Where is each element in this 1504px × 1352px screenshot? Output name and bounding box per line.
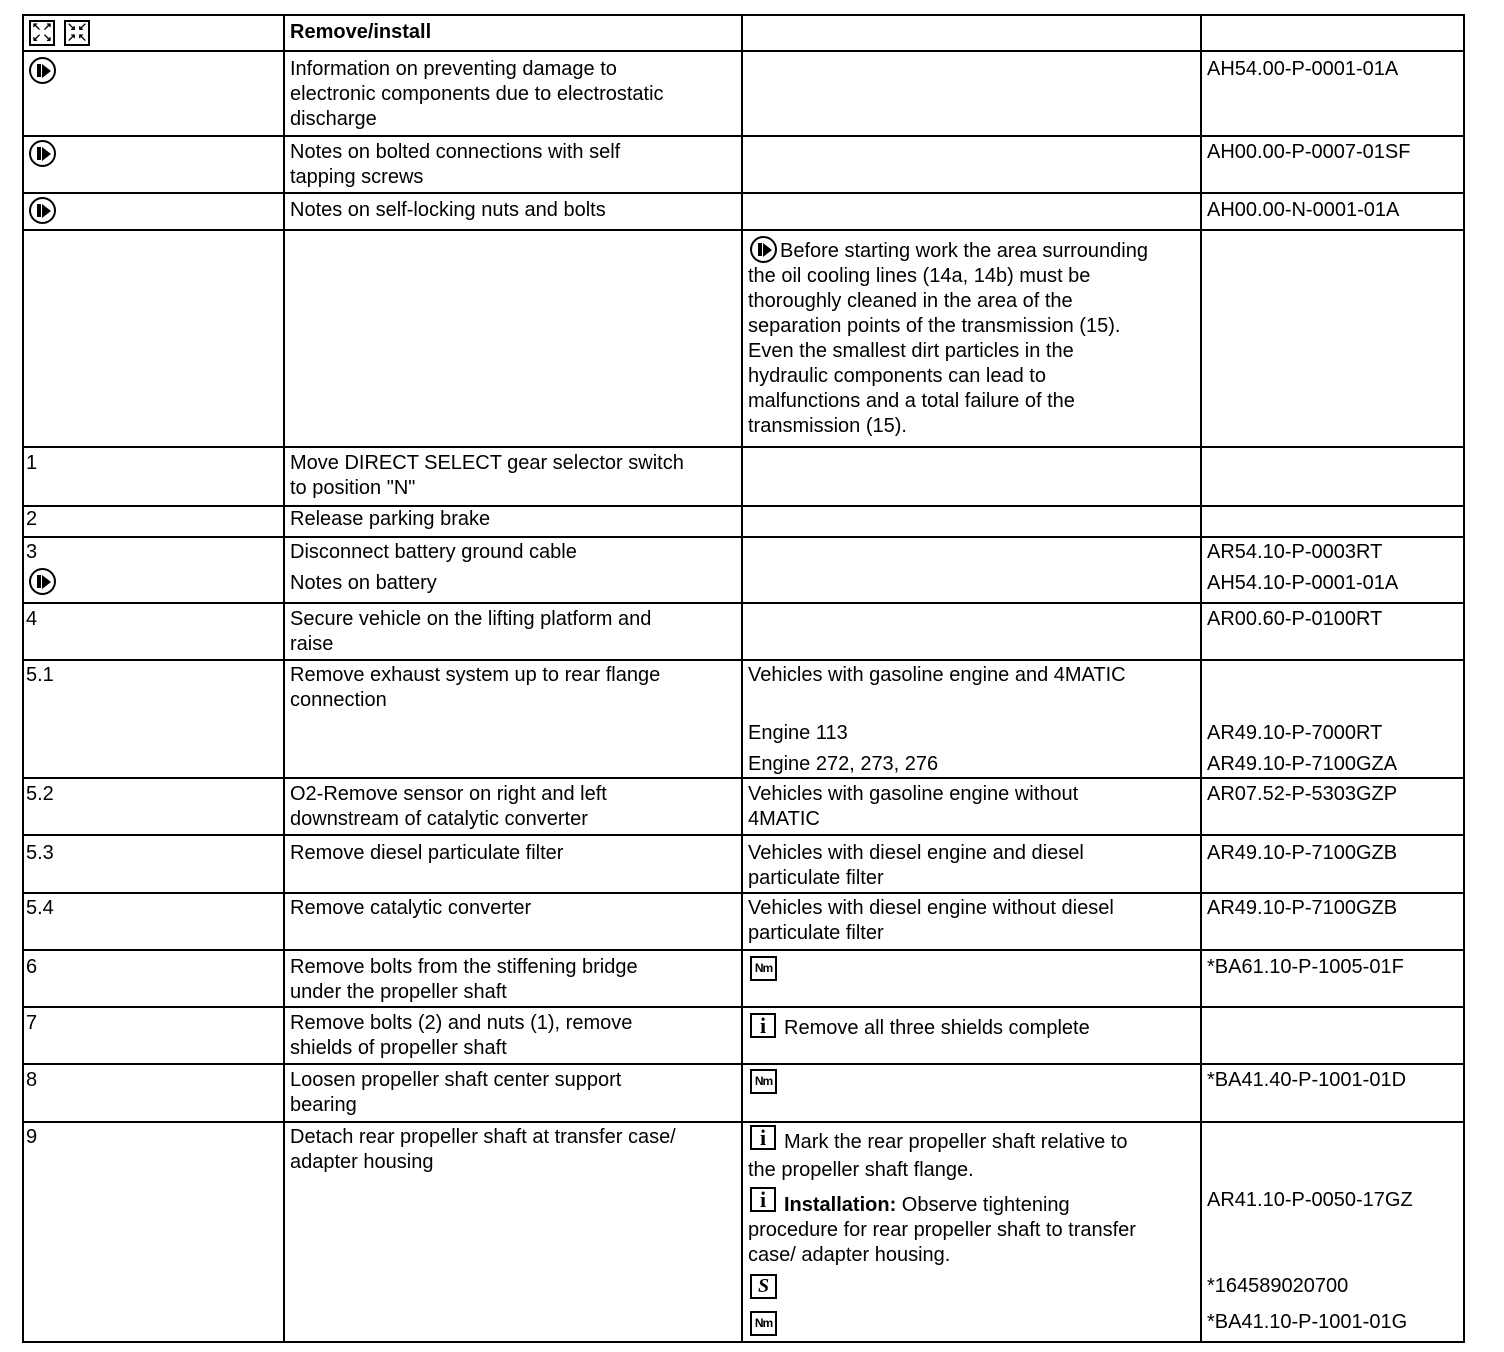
expand-icon[interactable]: ↖ ↗ ↙ ↘: [29, 20, 55, 46]
row-divider: [24, 949, 1463, 951]
col-divider: [741, 16, 743, 1341]
reference-link[interactable]: AR49.10-P-7100GZB: [1207, 897, 1398, 919]
info-note: Remove all three shields complete: [784, 1017, 1090, 1039]
reference-link[interactable]: AR49.10-P-7000RT: [1207, 722, 1383, 744]
reference-link[interactable]: AR41.10-P-0050-17GZ: [1207, 1189, 1413, 1211]
installation-label: Installation:: [784, 1194, 897, 1216]
step-number: 1: [26, 452, 38, 474]
info-note: Mark the rear propeller shaft relative to: [784, 1131, 1128, 1153]
step-text: Move DIRECT SELECT gear selector switch to position "N": [290, 452, 684, 499]
step-number: 5.4: [26, 897, 54, 919]
step-number: 5.3: [26, 842, 54, 864]
reference-link[interactable]: AH54.10-P-0001-01A: [1207, 572, 1399, 594]
info-icon[interactable]: i: [750, 1013, 776, 1038]
caution-note: Before starting work the area surrounding the oil cooling lines (14a, 14b) must be thoroughly cleaned in the area of the separation points of the transmission (15). Even the smallest dirt particles in the hydraulic components can lead to malfunctions and a total failure of the transmission (15).: [748, 240, 1148, 437]
step-text: Remove exhaust system up to rear flange connection: [290, 664, 661, 711]
notes-arrow-icon[interactable]: [29, 57, 56, 84]
step-number: 5.1: [26, 664, 54, 686]
condition-text: Vehicles with gasoline engine without 4MATIC: [748, 783, 1079, 830]
installation-text: Observe tightening: [896, 1194, 1070, 1216]
step-text: Remove diesel particulate filter: [290, 842, 564, 864]
condition-text: Vehicles with diesel engine and diesel particulate filter: [748, 842, 1084, 889]
step-text: Secure vehicle on the lifting platform and raise: [290, 608, 652, 655]
step-text: Notes on battery: [290, 572, 437, 594]
torque-icon[interactable]: Nm: [750, 1311, 777, 1336]
step-text: O2-Remove sensor on right and left downstream of catalytic converter: [290, 783, 607, 830]
step-number: 2: [26, 508, 38, 530]
step-number: 9: [26, 1126, 38, 1148]
table-title: Remove/install: [290, 21, 432, 43]
step-text: Notes on bolted connections with self tapping screws: [290, 141, 621, 188]
step-text: Loosen propeller shaft center support bearing: [290, 1069, 622, 1116]
notes-arrow-icon[interactable]: [29, 197, 56, 224]
row-divider: [24, 1063, 1463, 1065]
row-divider: [24, 446, 1463, 448]
step-text: Detach rear propeller shaft at transfer case/ adapter housing: [290, 1126, 676, 1173]
engine-variant: Engine 113: [748, 722, 848, 744]
row-divider: [24, 536, 1463, 538]
row-divider: [24, 892, 1463, 894]
step-text: Remove bolts from the stiffening bridge under the propeller shaft: [290, 956, 638, 1003]
step-text: Notes on self-locking nuts and bolts: [290, 199, 606, 221]
step-number: 3: [26, 541, 38, 563]
row-divider: [24, 135, 1463, 137]
row-divider: [24, 1121, 1463, 1123]
step-number: 6: [26, 956, 38, 978]
notes-arrow-icon[interactable]: [29, 140, 56, 167]
installation-note: [784, 1193, 1070, 1218]
step-number: 7: [26, 1012, 38, 1034]
step-text: Release parking brake: [290, 508, 491, 530]
reference-link[interactable]: *BA41.40-P-1001-01D: [1207, 1069, 1407, 1091]
info-note: the propeller shaft flange.: [748, 1159, 974, 1181]
procedure-table: [22, 14, 1465, 1343]
step-text: Remove bolts (2) and nuts (1), remove shields of propeller shaft: [290, 1012, 633, 1059]
step-number: 8: [26, 1069, 38, 1091]
row-divider: [24, 777, 1463, 779]
step-text: Remove catalytic converter: [290, 897, 532, 919]
row-divider: [24, 50, 1463, 52]
condition-text: Vehicles with gasoline engine and 4MATIC: [748, 664, 1126, 686]
step-number: 4: [26, 608, 38, 630]
step-text: Information on preventing damage to electronic components due to electrostatic discharge: [290, 58, 664, 130]
col-divider: [1200, 16, 1202, 1341]
row-divider: [24, 602, 1463, 604]
col-divider: [283, 16, 285, 1341]
engine-variant: Engine 272, 273, 276: [748, 753, 939, 775]
info-icon[interactable]: i: [750, 1125, 776, 1150]
row-divider: [24, 659, 1463, 661]
info-icon[interactable]: i: [750, 1187, 776, 1212]
step-text: Disconnect battery ground cable: [290, 541, 577, 563]
reference-link[interactable]: *BA61.10-P-1005-01F: [1207, 956, 1404, 978]
torque-icon[interactable]: Nm: [750, 1069, 777, 1094]
reference-link[interactable]: AH54.00-P-0001-01A: [1207, 58, 1399, 80]
reference-link[interactable]: AR07.52-P-5303GZP: [1207, 783, 1398, 805]
installation-note: procedure for rear propeller shaft to transfer case/ adapter housing.: [748, 1219, 1136, 1266]
torque-icon[interactable]: Nm: [750, 956, 777, 981]
condition-text: Vehicles with diesel engine without diesel particulate filter: [748, 897, 1114, 944]
reference-link[interactable]: AR00.60-P-0100RT: [1207, 608, 1383, 630]
tool-number[interactable]: *164589020700: [1207, 1275, 1349, 1297]
step-number: 5.2: [26, 783, 54, 805]
special-tool-icon[interactable]: S: [750, 1274, 777, 1299]
reference-link[interactable]: *BA41.10-P-1001-01G: [1207, 1311, 1408, 1333]
row-divider: [24, 834, 1463, 836]
notes-arrow-icon[interactable]: [29, 568, 56, 595]
reference-link[interactable]: AH00.00-N-0001-01A: [1207, 199, 1400, 221]
row-divider: [24, 1006, 1463, 1008]
row-divider: [24, 229, 1463, 231]
reference-link[interactable]: AR49.10-P-7100GZB: [1207, 842, 1398, 864]
reference-link[interactable]: AH00.00-P-0007-01SF: [1207, 141, 1411, 163]
row-divider: [24, 505, 1463, 507]
reference-link[interactable]: AR54.10-P-0003RT: [1207, 541, 1383, 563]
collapse-icon[interactable]: ↘ ↙ ↗ ↖: [64, 20, 90, 46]
row-divider: [24, 192, 1463, 194]
reference-link[interactable]: AR49.10-P-7100GZA: [1207, 753, 1398, 775]
